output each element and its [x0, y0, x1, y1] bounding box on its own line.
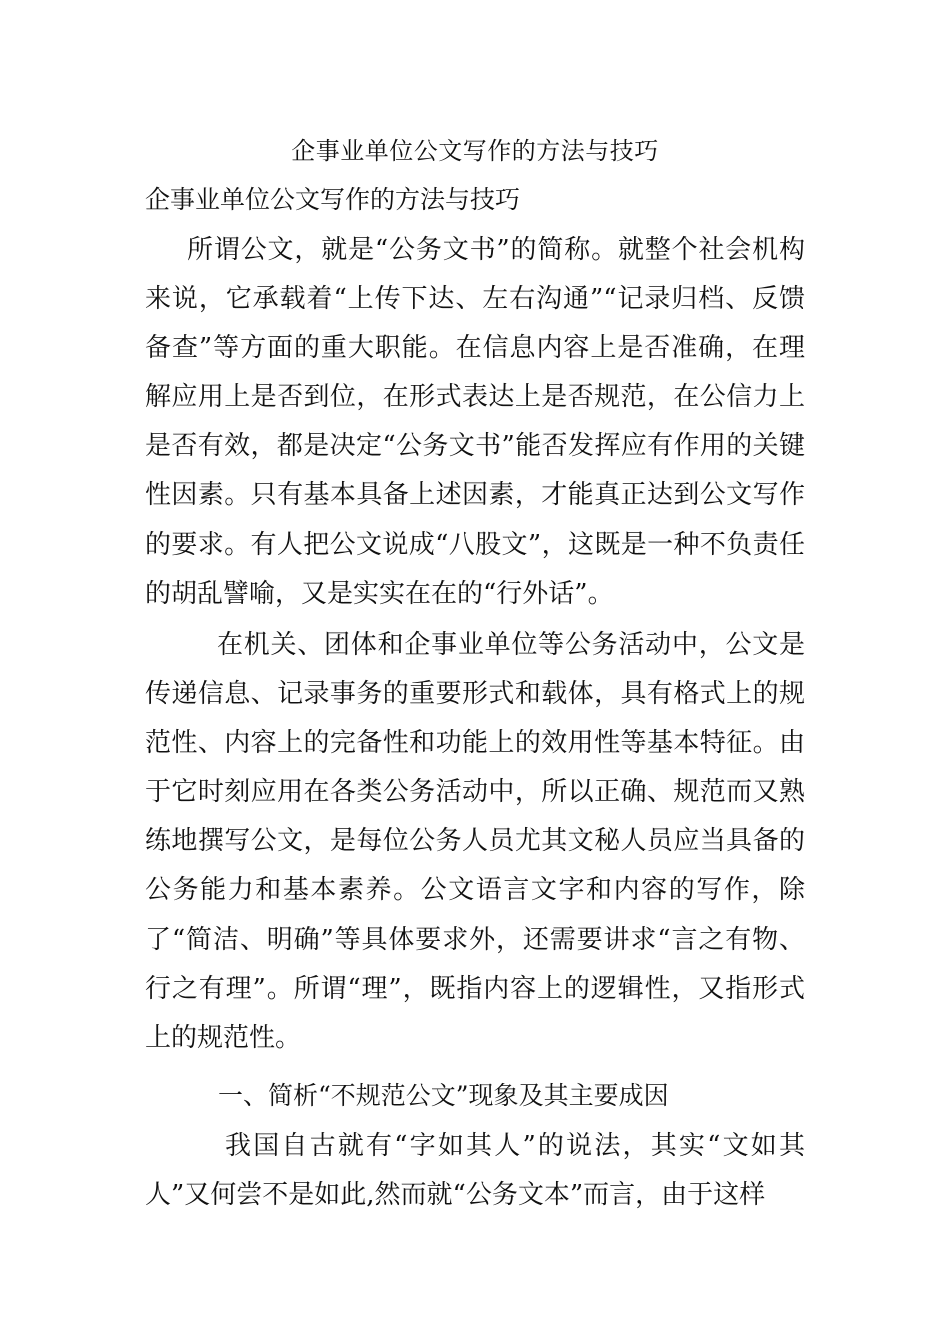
- section-heading: 一、简析“不规范公文”现象及其主要成因: [218, 1081, 669, 1110]
- paragraph-characteristics: 在机关、团体和企事业单位等公务活动中，公文是传递信息、记录事务的重要形式和载体，具有格式上的规范性、内容上的完备性和功能上的效用性等基本特征。由于它时刻应用在各类公务活动中，所以正确、规范而又熟练地撰写公文，是每位公务人员尤其文秘人员应当具备的公务能力和基本素养。公文语言文字和内容的写作，除了“简洁、明确”等具体要求外，还需要讲求“言之有物、行之有理”。所谓“理”，既指内容上的逻辑性，又指形式上的规范性。: [145, 630, 805, 1053]
- document-title: 企事业单位公文写作的方法与技巧: [291, 137, 659, 165]
- paragraph-intro: 所谓公文，就是“公务文书”的简称。就整个社会机构来说，它承载着“上传下达、左右沟通”“记录归档、反馈备查”等方面的重大职能。在信息内容上是否准确，在理解应用上是否到位，在形式表达上是否规范，在公信力上是否有效，都是决定“公务文书”能否发挥应有作用的关键性因素。只有基本具备上述因素，才能真正达到公文写作的要求。有人把公文说成“八股文”，这既是一种不负责任的胡乱譬喻，又是实实在在的“行外话”。: [145, 235, 805, 609]
- section-paragraph: 我国自古就有“字如其人”的说法，其实“文如其人”又何尝不是如此,然而就“公务文本”而言，由于这样: [145, 1131, 805, 1211]
- document-subtitle: 企事业单位公文写作的方法与技巧: [145, 185, 521, 214]
